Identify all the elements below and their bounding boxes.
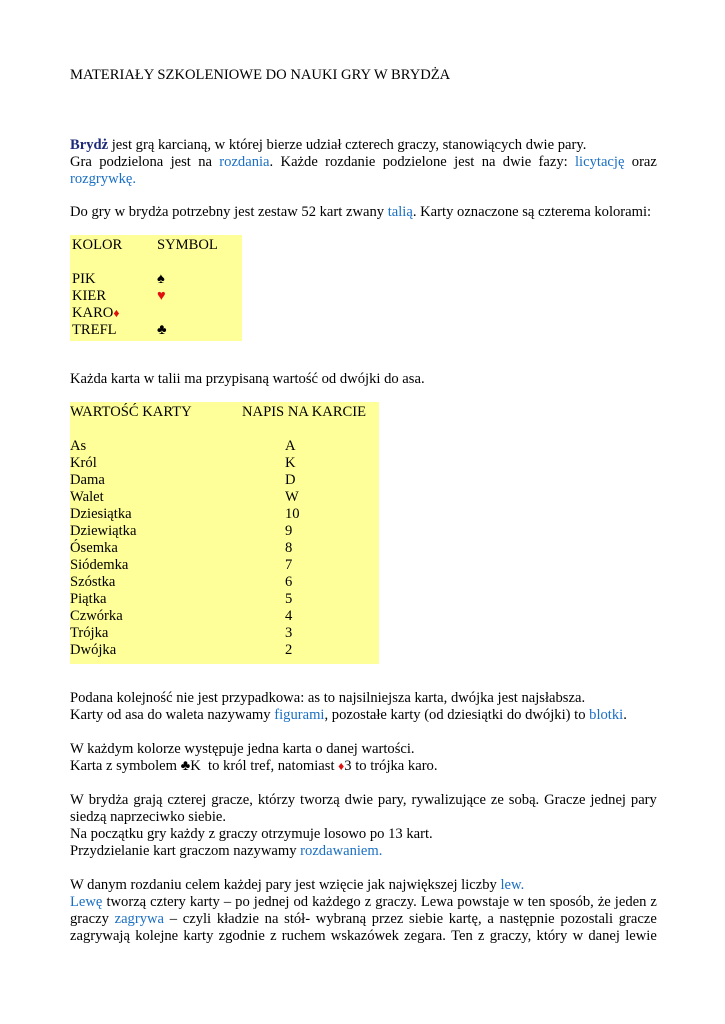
players-line-3: Na początku gry każdy z graczy otrzymuje losowo po 13 kart. <box>70 826 433 842</box>
value-name: Piątka <box>70 591 107 607</box>
value-name: Dwójka <box>70 642 117 658</box>
values-header-value: WARTOŚĆ KARTY <box>70 404 192 420</box>
value-name: Czwórka <box>70 608 123 624</box>
document-title: MATERIAŁY SZKOLENIOWE DO NAUKI GRY W BRYDŻA <box>70 67 451 83</box>
spade-icon: ♠ <box>157 271 165 287</box>
value-name: Dziewiątka <box>70 523 137 539</box>
tricks-line-2: Lewę tworzą cztery karty – po jednej od każdego z graczy. Lewa powstaje w ten sposób, że jeden z <box>70 894 657 910</box>
value-label: K <box>285 455 296 471</box>
link-rozdawaniem[interactable]: rozdawaniem. <box>300 843 383 859</box>
link-lewe[interactable]: Lewę <box>70 894 103 910</box>
value-name: Siódemka <box>70 557 129 573</box>
order-line-2: Karty od asa do waleta nazywamy figurami, pozostałe karty (od dziesiątki do dwójki) to blotki. <box>70 707 627 723</box>
brydz-term: Brydż <box>70 137 109 153</box>
value-label: A <box>285 438 296 454</box>
link-talia[interactable]: talią <box>387 204 413 220</box>
suits-table <box>70 235 242 341</box>
tricks-line-3: graczy zagrywa – czyli kładzie na stół- wybraną przez siebie kartę, a następnie pozostali gracze <box>70 911 657 927</box>
link-rozdania[interactable]: rozdania <box>219 154 270 170</box>
players-line-4: Przydzielanie kart graczom nazywamy rozdawaniem. <box>70 843 383 859</box>
value-label: 4 <box>285 608 293 624</box>
suit-name-pik: PIK <box>72 271 96 287</box>
link-lew[interactable]: lew. <box>500 877 525 893</box>
value-name: Dama <box>70 472 105 488</box>
value-label: 10 <box>285 506 300 522</box>
value-label: D <box>285 472 296 488</box>
diamond-icon: ♦ <box>338 759 345 773</box>
club-icon: ♣ <box>157 322 167 338</box>
value-label: 3 <box>285 625 293 641</box>
players-line-2: siedzą naprzeciwko siebie. <box>70 809 226 825</box>
suit-name-karo: KARO♦ <box>72 305 120 321</box>
value-name: Walet <box>70 489 104 505</box>
suit-name-trefl: TREFL <box>72 322 117 338</box>
link-blotki[interactable]: blotki <box>589 707 624 723</box>
value-name: Trójka <box>70 625 109 641</box>
value-name: Dziesiątka <box>70 506 132 522</box>
unique-line-2: Karta z symbolem ♣K to król tref, natomiast ♦3 to trójka karo. <box>70 758 438 774</box>
value-label: 9 <box>285 523 293 539</box>
intro-line-1: Brydż jest grą karcianą, w której bierze udział czterech graczy, stanowiących dwie pary. <box>70 137 587 153</box>
value-name: Król <box>70 455 97 471</box>
value-name: Szóstka <box>70 574 116 590</box>
value-name: Ósemka <box>70 540 118 556</box>
diamond-icon: ♦ <box>113 306 120 320</box>
heart-icon: ♥ <box>157 288 166 304</box>
deck-line: Do gry w brydża potrzebny jest zestaw 52 kart zwany talią. Karty oznaczone są czterema kolorami: <box>70 204 652 220</box>
players-line-1: W brydża grają czterej gracze, którzy tworzą dwie pary, rywalizujące ze sobą. Gracze jednej pary <box>70 792 657 808</box>
tricks-line-4: zagrywają kolejne karty zgodnie z ruchem wskazówek zegara. Ten z graczy, który w danej lewie <box>70 928 657 944</box>
value-label: 7 <box>285 557 293 573</box>
values-header-label: NAPIS NA KARCIE <box>242 404 367 420</box>
values-intro: Każda karta w talii ma przypisaną wartość od dwójki do asa. <box>70 371 425 387</box>
values-table <box>70 402 379 664</box>
suits-header-symbol: SYMBOL <box>157 237 218 253</box>
value-label: 6 <box>285 574 293 590</box>
link-figurami[interactable]: figurami <box>274 707 325 723</box>
value-label: 2 <box>285 642 293 658</box>
value-label: 5 <box>285 591 293 607</box>
tricks-line-1: W danym rozdaniu celem każdej pary jest wzięcie jak największej liczby lew. <box>70 877 525 893</box>
unique-line-1: W każdym kolorze występuje jedna karta o danej wartości. <box>70 741 415 757</box>
link-zagrywa[interactable]: zagrywa <box>114 911 165 927</box>
link-rozgrywke[interactable]: rozgrywkę. <box>70 171 137 187</box>
club-icon: ♣ <box>180 758 191 774</box>
value-label: W <box>285 489 299 505</box>
suit-name-kier: KIER <box>72 288 107 304</box>
intro-line-3 <box>70 171 136 188</box>
value-name: As <box>70 438 87 454</box>
suits-header-color: KOLOR <box>72 237 123 253</box>
intro-line-2: Gra podzielona jest na rozdania. Każde rozdanie podzielone jest na dwie fazy: licytację oraz <box>70 154 657 170</box>
link-licytacje[interactable]: licytację <box>575 154 625 170</box>
value-label: 8 <box>285 540 293 556</box>
order-line-1: Podana kolejność nie jest przypadkowa: as to najsilniejsza karta, dwójka jest najsłabsza. <box>70 690 586 706</box>
